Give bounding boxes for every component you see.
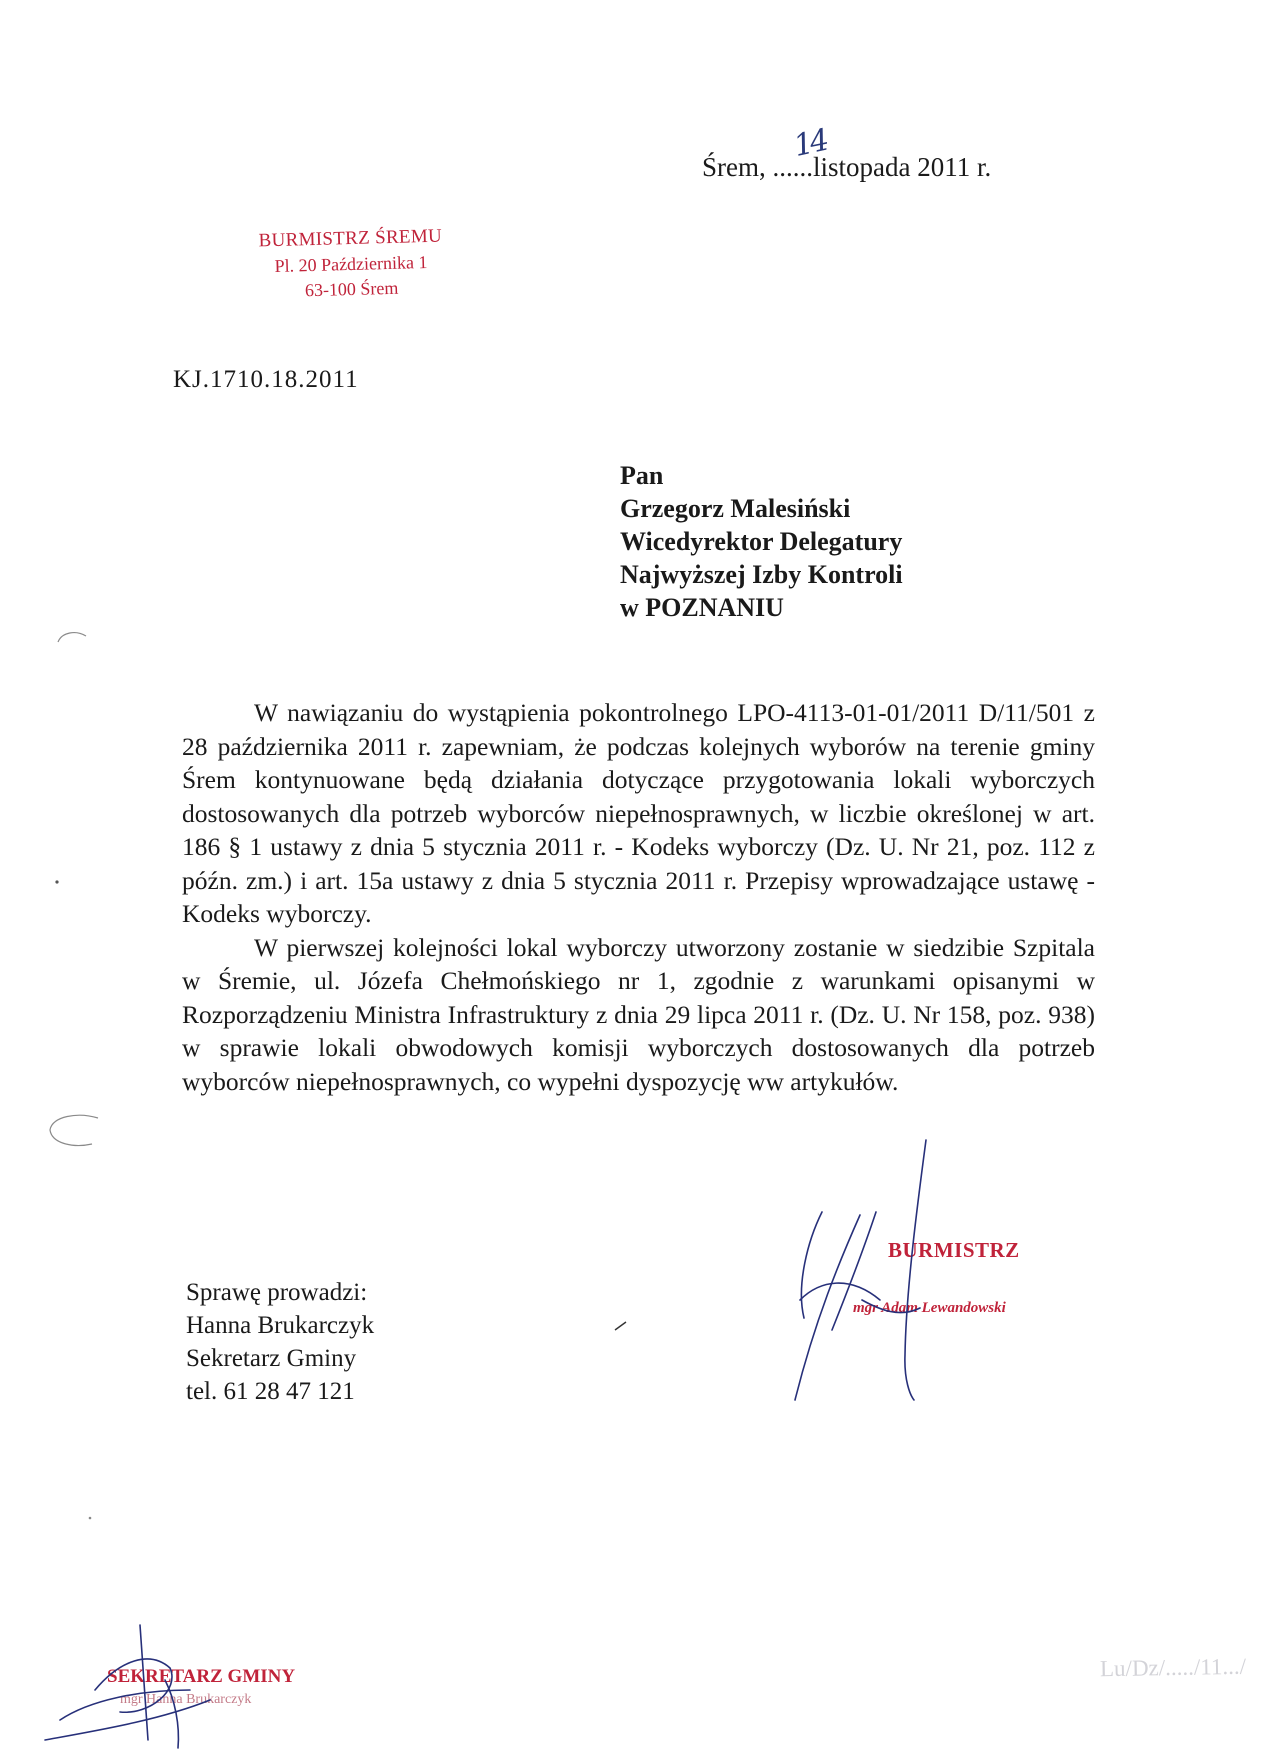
handler-name: Hanna Brukarczyk — [186, 1312, 375, 1339]
stamp-address: Pl. 20 Października 1 — [274, 252, 428, 276]
punch-hole-top — [58, 633, 86, 642]
punch-hole-bottom — [50, 1115, 98, 1145]
stamp-title: BURMISTRZ ŚREMU — [258, 225, 443, 252]
reference-number: KJ.1710.18.2011 — [173, 366, 359, 393]
handwritten-day: 14 — [790, 123, 830, 164]
body-paragraph-1: W nawiązaniu do wystąpienia pokontrolnego LPO-4113-01-01/2011 D/11/501 z 28 października 2011 r. zapewniam, że podczas kolejnych wyborów na terenie gminy Śrem kontynuowane będą działania dotyczące przygotowania lokali wyborczych dostosowanych dla potrzeb wyborców niepełnosprawnych, w liczbie określonej w art. 186 § 1 ustawy z dnia 5 stycznia 2011 r. - Kodeks wyborczy (Dz. U. Nr 21, poz. 112 z późn. zm.) i art. 15a ustawy z dnia 5 stycznia 2011 r. Przepisy wprowadzające ustawę - Kodeks wyborczy. — [182, 698, 1095, 928]
handler-label: Sprawę prowadzi: — [186, 1279, 368, 1306]
body-paragraph-2: W pierwszej kolejności lokal wyborczy utworzony zostanie w siedzibie Szpitala w Śremie, ul. Józefa Chełmońskiego nr 1, zgodnie z warunkami opisanymi w Rozporządzeniu Ministra Infrastruktury z dnia 29 lipca 2011 r. (Dz. U. Nr 158, poz. 938) w sprawie lokali obwodowych komisji wyborczych dostosowanych dla potrzeb wyborców niepełnosprawnych, co wypełni dyspozycję ww artykułów. — [182, 932, 1095, 1096]
speck — [55, 880, 58, 883]
handler-phone: tel. 61 28 47 121 — [186, 1378, 355, 1405]
speck — [89, 1517, 92, 1520]
addressee-position: Wicedyrektor Delegatury — [620, 527, 903, 556]
signature-stamp-name: mgr Adam Lewandowski — [853, 1300, 1006, 1316]
addressee-name: Grzegorz Malesiński — [620, 494, 851, 523]
bleedthrough-text: Lu/Dz/...../11.../ — [1099, 1653, 1247, 1682]
secretary-stamp-name: mgr Hanna Brukarczyk — [120, 1692, 252, 1707]
signature-stamp-title: BURMISTRZ — [888, 1238, 1020, 1262]
secretary-stamp-title: SEKRETARZ GMINY — [107, 1666, 296, 1687]
pen-mark — [615, 1322, 626, 1330]
handler-role: Sekretarz Gminy — [186, 1345, 357, 1372]
mayor-signature-icon — [795, 1140, 926, 1400]
addressee-city: w POZNANIU — [620, 593, 784, 622]
date-month-year: listopada 2011 r. — [813, 152, 992, 182]
date-place: Śrem, ...... — [702, 152, 813, 182]
secretary-signature-icon — [45, 1625, 210, 1748]
stamp-city: 63-100 Śrem — [304, 277, 399, 301]
addressee-salutation: Pan — [620, 461, 664, 490]
addressee-institution: Najwyższej Izby Kontroli — [620, 560, 903, 589]
